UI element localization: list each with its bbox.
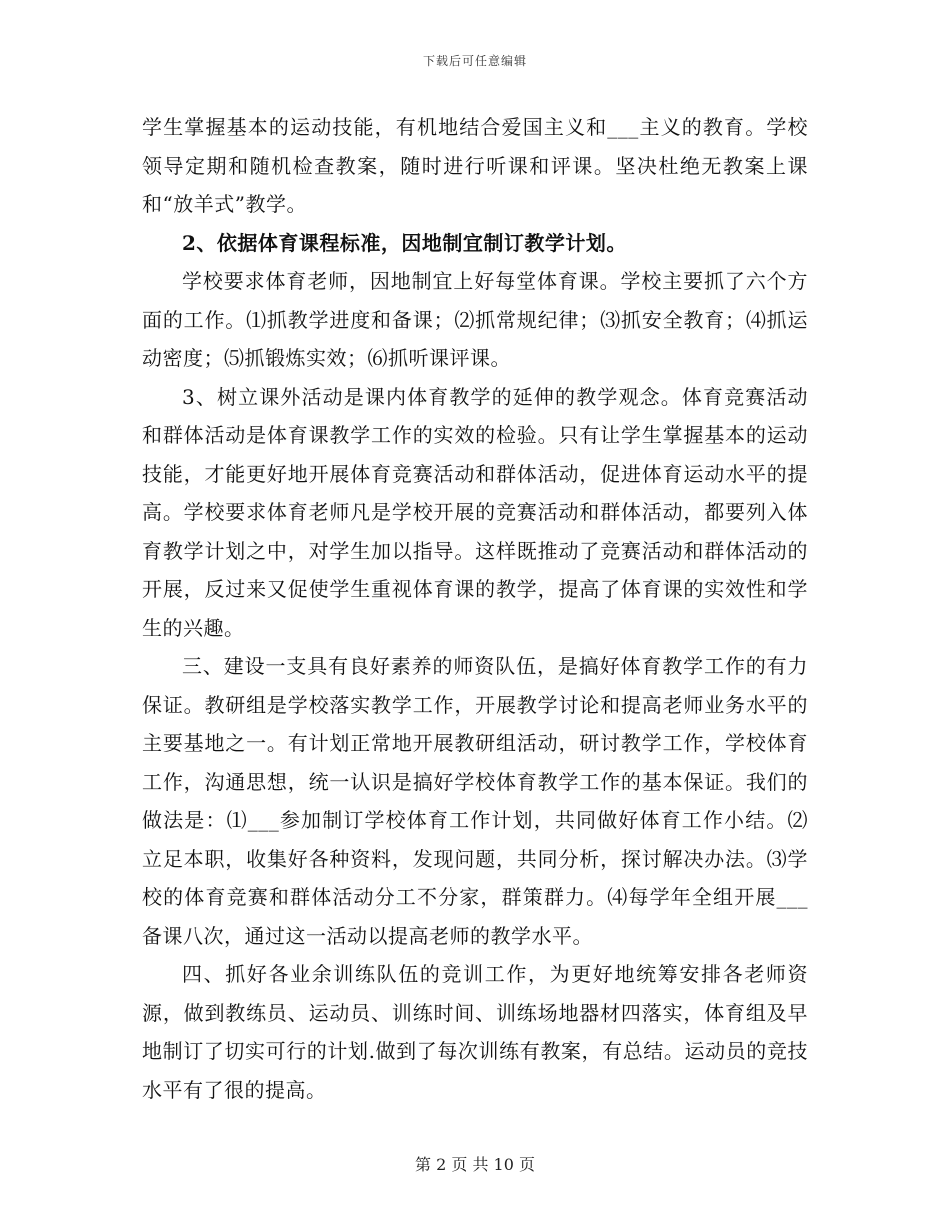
page-header: 下载后可任意编辑 bbox=[422, 54, 527, 68]
paragraph-six-aspects: 学校要求体育老师，因地制宜上好每堂体育课。学校主要抓了六个方面的工作。⑴抓教学进度和备课；⑵抓常规纪律；⑶抓安全教育；⑷抓运动密度；⑸抓锻炼实效；⑹抓听课评课。 bbox=[142, 269, 808, 370]
paragraph-training-teams: 四、抓好各业余训练队伍的竞训工作，为更好地统筹安排各老师资源，做到教练员、运动员、训练时间、训练场地器材四落实，体育组及早地制订了切实可行的计划.做到了每次训练有教案，有总结。运动员的竞技水平有了很的提高。 bbox=[142, 962, 808, 1102]
paragraph-continuation: 学生掌握基本的运动技能，有机地结合爱国主义和___主义的教育。学校领导定期和随机检查教案，随时进行听课和评课。坚决杜绝无教案上课和“放羊式”教学。 bbox=[142, 115, 808, 216]
document-body bbox=[142, 108, 808, 1109]
paragraph-extracurricular: 3、树立课外活动是课内体育教学的延伸的教学观念。体育竞赛活动和群体活动是体育课教学工作的实效的检验。只有让学生掌握基本的运动技能，才能更好地开展体育竞赛活动和群体活动，促进体育运动水平的提高。学校要求体育老师凡是学校开展的竞赛活动和群体活动，都要列入体育教学计划之中，对学生加以指导。这样既推动了竞赛活动和群体活动的开展，反过来又促使学生重视体育课的教学，提高了体育课的实效性和学生的兴趣。 bbox=[142, 384, 808, 640]
paragraph-teaching-staff: 三、建设一支具有良好素养的师资队伍，是搞好体育教学工作的有力保证。教研组是学校落实教学工作，开展教学讨论和提高老师业务水平的主要基地之一。有计划正常地开展教研组活动，研讨教学工作，学校体育工作，沟通思想，统一认识是搞好学校体育教学工作的基本保证。我们的做法是：⑴___参加制订学校体育工作计划，共同做好体育工作小结。⑵立足本职，收集好各种资料，发现问题，共同分析，探讨解决办法。⑶学校的体育竞赛和群体活动分工不分家，群策群力。⑷每学年全组开展___备课八次，通过这一活动以提高老师的教学水平。 bbox=[142, 654, 808, 948]
page-number-footer: 第 2 页 共 10 页 bbox=[415, 1155, 535, 1174]
section-heading-2: 2、依据体育课程标准，因地制宜制订教学计划。 bbox=[182, 230, 627, 255]
